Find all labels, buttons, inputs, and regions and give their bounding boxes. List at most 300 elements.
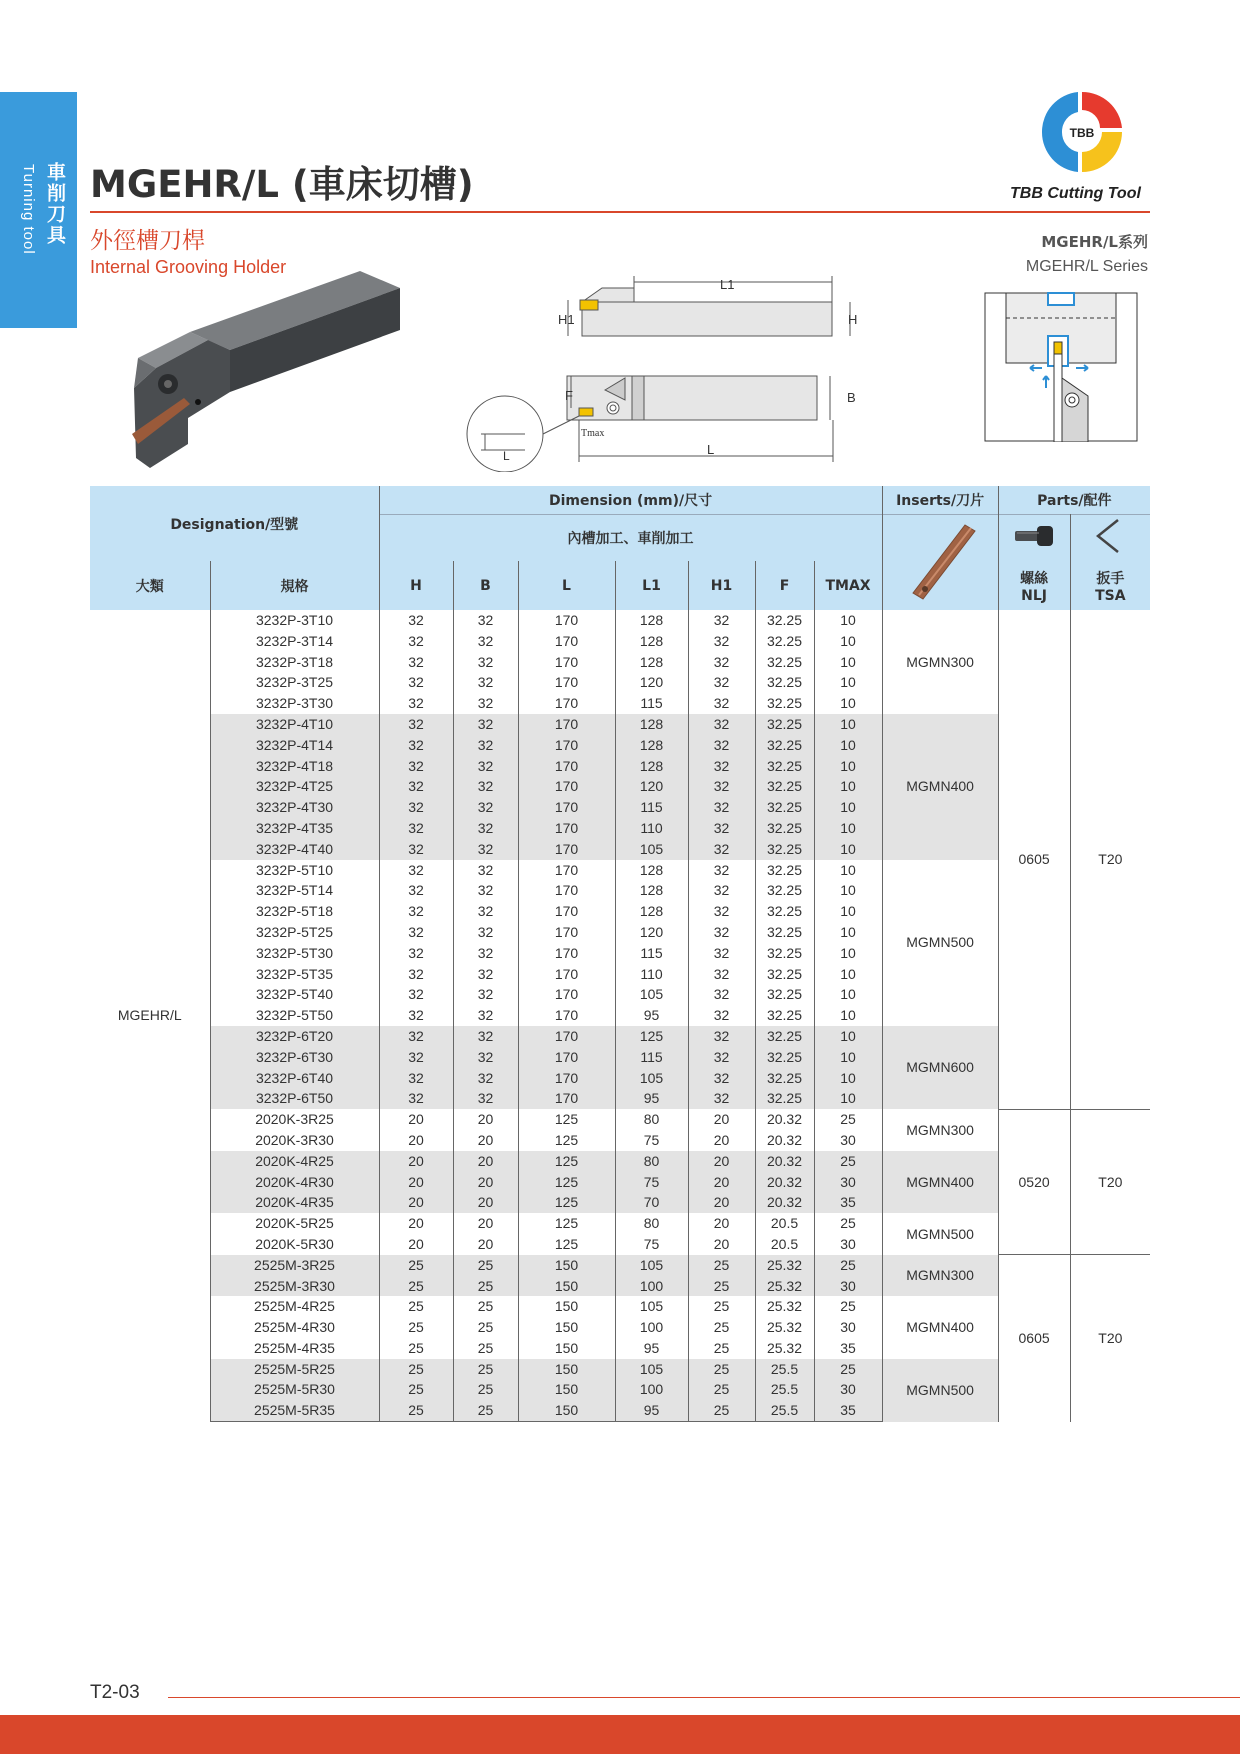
dimension-cell: 170: [518, 818, 615, 839]
dimension-cell: 25: [453, 1338, 518, 1359]
insert-cell: MGMN600: [882, 1026, 998, 1109]
spec-cell: 2525M-4R30: [210, 1317, 379, 1338]
spec-cell: 3232P-5T25: [210, 922, 379, 943]
table-row: [90, 1296, 1150, 1317]
dimension-cell: 32.25: [755, 735, 814, 756]
dimension-cell: 32: [379, 943, 453, 964]
dimension-cell: 32: [453, 943, 518, 964]
dimension-cell: 150: [518, 1338, 615, 1359]
dimension-cell: 125: [615, 1026, 688, 1047]
dimension-cell: 32: [453, 714, 518, 735]
dimension-cell: 10: [814, 1026, 882, 1047]
dimension-cell: 170: [518, 652, 615, 673]
dimension-cell: 32: [453, 1088, 518, 1109]
series-zh: MGEHR/L系列: [1041, 233, 1148, 251]
dimension-cell: 30: [814, 1172, 882, 1193]
dimension-cell: 10: [814, 610, 882, 631]
table-row: [90, 1255, 1150, 1276]
table-row: [90, 610, 1150, 631]
header-designation: Designation/型號: [90, 486, 379, 561]
header-col-F: F: [755, 561, 814, 610]
dimension-cell: 25: [379, 1296, 453, 1317]
spec-cell: 2525M-5R35: [210, 1400, 379, 1421]
dimension-cell: 32: [688, 797, 755, 818]
insert-icon: [895, 515, 985, 605]
dimension-cell: 110: [615, 818, 688, 839]
dimension-cell: 150: [518, 1276, 615, 1297]
dimension-cell: 95: [615, 1088, 688, 1109]
dimension-cell: 32: [688, 839, 755, 860]
dimension-cell: 32.25: [755, 964, 814, 985]
dimension-cell: 25.32: [755, 1296, 814, 1317]
dimension-cell: 32: [688, 943, 755, 964]
subtitle-en: Internal Grooving Holder: [90, 257, 287, 277]
dimension-cell: 25: [814, 1213, 882, 1234]
dimension-cell: 32: [688, 714, 755, 735]
dimension-cell: 20.32: [755, 1172, 814, 1193]
insert-image: [882, 514, 998, 610]
dimension-cell: 80: [615, 1151, 688, 1172]
dimension-cell: 32: [453, 1005, 518, 1026]
dimension-cell: 20: [379, 1151, 453, 1172]
dimension-cell: 32: [688, 735, 755, 756]
dimension-cell: 10: [814, 714, 882, 735]
dimension-cell: 105: [615, 1296, 688, 1317]
spec-cell: 2020K-4R25: [210, 1151, 379, 1172]
dimension-cell: 170: [518, 693, 615, 714]
dimension-cell: 32: [379, 984, 453, 1005]
header-screw-label: 螺絲: [1020, 570, 1049, 587]
dimension-cell: 20: [453, 1192, 518, 1213]
dimension-cell: 25: [379, 1359, 453, 1380]
spec-cell: 2020K-4R30: [210, 1172, 379, 1193]
dimension-cell: 170: [518, 943, 615, 964]
dimension-cell: 32: [453, 610, 518, 631]
header-dimension: Dimension (mm)/尺寸: [379, 486, 882, 514]
dimension-cell: 35: [814, 1192, 882, 1213]
spec-cell: 3232P-4T30: [210, 797, 379, 818]
side-tab-zh: 車削刀具: [44, 162, 66, 246]
spec-cell: 3232P-6T50: [210, 1088, 379, 1109]
dimension-cell: 25.32: [755, 1276, 814, 1297]
header-machining: 內槽加工、車削加工: [379, 514, 882, 561]
dimension-cell: 20: [453, 1234, 518, 1255]
wrench-cell: T20: [1070, 1255, 1150, 1422]
spec-cell: 3232P-4T10: [210, 714, 379, 735]
dimension-cell: 128: [615, 901, 688, 922]
dimension-cell: 32: [379, 1005, 453, 1026]
dimension-cell: 170: [518, 776, 615, 797]
dimension-cell: 150: [518, 1400, 615, 1421]
spec-cell: 3232P-3T18: [210, 652, 379, 673]
dimension-cell: 32: [688, 880, 755, 901]
dimension-cell: 115: [615, 1047, 688, 1068]
dimension-cell: 32: [688, 984, 755, 1005]
dimension-cell: 125: [518, 1213, 615, 1234]
dimension-cell: 170: [518, 839, 615, 860]
dimension-cell: 170: [518, 860, 615, 881]
spec-cell: 3232P-6T20: [210, 1026, 379, 1047]
dimension-cell: 128: [615, 860, 688, 881]
screw-cell: 0520: [998, 1109, 1070, 1255]
dimension-cell: 20: [379, 1130, 453, 1151]
dimension-cell: 35: [814, 1338, 882, 1359]
insert-cell: MGMN300: [882, 1255, 998, 1297]
dimension-cell: 25.5: [755, 1379, 814, 1400]
spec-cell: 3232P-4T25: [210, 776, 379, 797]
dimension-cell: 170: [518, 984, 615, 1005]
dimension-cell: 25.5: [755, 1359, 814, 1380]
dimension-cell: 32.25: [755, 922, 814, 943]
dimension-cell: 70: [615, 1192, 688, 1213]
spec-cell: 3232P-5T50: [210, 1005, 379, 1026]
dimension-cell: 32.25: [755, 880, 814, 901]
dimension-cell: 10: [814, 901, 882, 922]
table-row: [90, 714, 1150, 735]
header-category: 大類: [90, 561, 210, 610]
dimension-cell: 10: [814, 943, 882, 964]
dimension-cell: 32: [453, 984, 518, 1005]
dimension-cell: 25: [688, 1276, 755, 1297]
dimension-cell: 32: [453, 1047, 518, 1068]
dimension-cell: 32: [688, 860, 755, 881]
dimension-cell: 32: [379, 860, 453, 881]
dimension-cell: 30: [814, 1130, 882, 1151]
dimension-cell: 32: [379, 1026, 453, 1047]
dimension-cell: 32: [453, 756, 518, 777]
dimension-cell: 30: [814, 1379, 882, 1400]
dimension-cell: 32: [688, 610, 755, 631]
dimension-cell: 125: [518, 1234, 615, 1255]
dimension-cell: 32.25: [755, 1047, 814, 1068]
footer-bar: [0, 1715, 1240, 1754]
dimension-cell: 32.25: [755, 672, 814, 693]
dimension-cell: 32: [688, 631, 755, 652]
side-tab-en: Turning tool: [20, 164, 37, 255]
dimension-cell: 32.25: [755, 776, 814, 797]
dimension-cell: 32.25: [755, 1005, 814, 1026]
wrench-image: [1070, 514, 1150, 561]
dimension-cell: 32.25: [755, 714, 814, 735]
dimension-cell: 10: [814, 797, 882, 818]
dimension-cell: 32.25: [755, 901, 814, 922]
dimension-cell: 32.25: [755, 756, 814, 777]
dimension-cell: 25: [688, 1379, 755, 1400]
dimension-cell: 20: [688, 1130, 755, 1151]
dimension-cell: 125: [518, 1130, 615, 1151]
dimension-cell: 32: [379, 714, 453, 735]
dimension-cell: 32: [379, 839, 453, 860]
dimension-cell: 25: [688, 1317, 755, 1338]
dimension-cell: 25.32: [755, 1338, 814, 1359]
dimension-cell: 128: [615, 756, 688, 777]
dimension-cell: 170: [518, 901, 615, 922]
dimension-cell: 32: [688, 1068, 755, 1089]
dimension-cell: 25.32: [755, 1255, 814, 1276]
dimension-cell: 10: [814, 1005, 882, 1026]
dimension-cell: 32: [453, 735, 518, 756]
dimension-cell: 25: [453, 1276, 518, 1297]
dimension-cell: 32.25: [755, 984, 814, 1005]
dimension-cell: 30: [814, 1276, 882, 1297]
spec-table: [90, 486, 1150, 1422]
header-wrench-label: 扳手: [1096, 570, 1125, 587]
insert-cell: MGMN400: [882, 1296, 998, 1358]
dimension-cell: 32.25: [755, 652, 814, 673]
dimension-cell: 115: [615, 943, 688, 964]
dimension-cell: 32: [379, 880, 453, 901]
header-wrench: [1070, 561, 1150, 610]
dimension-cell: 25: [379, 1400, 453, 1421]
side-view-drawing: [550, 272, 860, 342]
header-screw-code: NLJ: [1021, 587, 1048, 604]
dimension-cell: 25: [688, 1338, 755, 1359]
dimension-cell: 120: [615, 776, 688, 797]
dimension-cell: 20: [688, 1234, 755, 1255]
dimension-cell: 128: [615, 610, 688, 631]
dimension-cell: 32: [453, 652, 518, 673]
dimension-cell: 150: [518, 1296, 615, 1317]
dimension-cell: 32: [379, 1047, 453, 1068]
dimension-cell: 80: [615, 1213, 688, 1234]
spec-cell: 3232P-5T18: [210, 901, 379, 922]
dimension-cell: 20: [688, 1109, 755, 1130]
dimension-cell: 25: [814, 1109, 882, 1130]
dim-L-label: L: [707, 442, 715, 457]
tool-holder-image: [128, 268, 408, 474]
dimension-cell: 32: [453, 693, 518, 714]
spec-cell: 2020K-5R25: [210, 1213, 379, 1234]
dimension-cell: 32: [688, 756, 755, 777]
header-col-L1: L1: [615, 561, 688, 610]
header-col-L: L: [518, 561, 615, 610]
dim-Tmax-label: Tmax: [581, 428, 605, 439]
dimension-cell: 32: [688, 818, 755, 839]
wrench-icon: [1090, 516, 1130, 556]
dimension-cell: 110: [615, 964, 688, 985]
dimension-cell: 32: [379, 776, 453, 797]
dimension-cell: 120: [615, 672, 688, 693]
dimension-cell: 128: [615, 714, 688, 735]
spec-cell: 3232P-5T14: [210, 880, 379, 901]
dimension-cell: 20.32: [755, 1192, 814, 1213]
category-cell: MGEHR/L: [90, 610, 210, 1422]
dimension-cell: 20: [453, 1109, 518, 1130]
dimension-cell: 125: [518, 1172, 615, 1193]
dimension-cell: 95: [615, 1338, 688, 1359]
dimension-cell: 170: [518, 1005, 615, 1026]
dimension-cell: 32: [453, 880, 518, 901]
dimension-cell: 170: [518, 1026, 615, 1047]
dimension-cell: 32: [379, 922, 453, 943]
dimension-cell: 32.25: [755, 943, 814, 964]
dimension-cell: 10: [814, 652, 882, 673]
insert-cell: MGMN500: [882, 1213, 998, 1255]
dimension-cell: 32.25: [755, 1026, 814, 1047]
spec-cell: 2525M-4R25: [210, 1296, 379, 1317]
dimension-cell: 25: [688, 1359, 755, 1380]
dimension-cell: 20.5: [755, 1213, 814, 1234]
dimension-cell: 25: [453, 1359, 518, 1380]
dimension-cell: 170: [518, 1068, 615, 1089]
dimension-cell: 32: [688, 776, 755, 797]
dimension-cell: 32: [453, 1068, 518, 1089]
insert-cell: MGMN500: [882, 860, 998, 1026]
header-screw: [998, 561, 1070, 610]
dimension-cell: 20: [379, 1192, 453, 1213]
dimension-cell: 25: [379, 1255, 453, 1276]
tbb-logo-icon: [1038, 88, 1126, 176]
dimension-cell: 32.25: [755, 1088, 814, 1109]
dimension-cell: 20: [379, 1213, 453, 1234]
dimension-cell: 32: [379, 652, 453, 673]
dimension-cell: 32: [688, 1026, 755, 1047]
dimension-cell: 75: [615, 1172, 688, 1193]
application-schematic: [984, 292, 1139, 442]
dimension-cell: 32: [379, 964, 453, 985]
spec-cell: 3232P-5T35: [210, 964, 379, 985]
dimension-cell: 32: [379, 631, 453, 652]
spec-cell: 2525M-3R30: [210, 1276, 379, 1297]
insert-cell: MGMN500: [882, 1359, 998, 1422]
dim-F-label: F: [565, 388, 573, 403]
dimension-cell: 10: [814, 1088, 882, 1109]
dimension-cell: 32.25: [755, 797, 814, 818]
dimension-cell: 75: [615, 1234, 688, 1255]
dimension-cell: 20.32: [755, 1109, 814, 1130]
dimension-cell: 10: [814, 984, 882, 1005]
spec-cell: 3232P-4T18: [210, 756, 379, 777]
dimension-cell: 25: [379, 1379, 453, 1400]
dimension-cell: 10: [814, 1068, 882, 1089]
dimension-cell: 128: [615, 735, 688, 756]
dimension-cell: 25: [814, 1296, 882, 1317]
screw-icon: [1011, 521, 1057, 551]
dimension-cell: 125: [518, 1151, 615, 1172]
dimension-cell: 20: [379, 1109, 453, 1130]
header-col-TMAX: TMAX: [814, 561, 882, 610]
dimension-cell: 20.32: [755, 1151, 814, 1172]
dimension-cell: 25.32: [755, 1317, 814, 1338]
dimension-cell: 170: [518, 756, 615, 777]
dimension-cell: 25: [453, 1379, 518, 1400]
dimension-cell: 115: [615, 693, 688, 714]
dimension-cell: 10: [814, 860, 882, 881]
dimension-cell: 32.25: [755, 610, 814, 631]
dimension-cell: 32: [379, 1068, 453, 1089]
dimension-cell: 105: [615, 1359, 688, 1380]
dimension-cell: 150: [518, 1379, 615, 1400]
top-view-drawing: [465, 372, 865, 472]
spec-cell: 3232P-6T40: [210, 1068, 379, 1089]
dimension-cell: 32: [688, 693, 755, 714]
series-en: MGEHR/L Series: [1025, 258, 1148, 275]
dimension-cell: 32: [453, 901, 518, 922]
spec-cell: 2525M-4R35: [210, 1338, 379, 1359]
spec-cell: 2525M-5R30: [210, 1379, 379, 1400]
dimension-cell: 32: [453, 860, 518, 881]
dimension-cell: 32: [688, 901, 755, 922]
dimension-cell: 170: [518, 1047, 615, 1068]
table-row: [90, 1109, 1150, 1130]
dimension-cell: 10: [814, 818, 882, 839]
table-row: [90, 1026, 1150, 1047]
dimension-cell: 32: [453, 797, 518, 818]
dimension-cell: 32: [688, 922, 755, 943]
table-row: [90, 1151, 1150, 1172]
dimension-cell: 20: [688, 1172, 755, 1193]
dimension-cell: 25: [453, 1400, 518, 1421]
dimension-cell: 10: [814, 735, 882, 756]
dimension-cell: 25: [688, 1296, 755, 1317]
dimension-cell: 100: [615, 1379, 688, 1400]
screw-cell: 0605: [998, 610, 1070, 1109]
dimension-cell: 10: [814, 1047, 882, 1068]
dimension-cell: 32: [379, 818, 453, 839]
dimension-cell: 170: [518, 631, 615, 652]
spec-cell: 3232P-6T30: [210, 1047, 379, 1068]
dimension-cell: 32: [379, 693, 453, 714]
spec-cell: 2525M-5R25: [210, 1359, 379, 1380]
dimension-cell: 32: [379, 901, 453, 922]
dimension-cell: 170: [518, 610, 615, 631]
dimension-cell: 25: [814, 1359, 882, 1380]
dim-H-label: H: [848, 312, 858, 327]
dimension-cell: 32: [453, 1026, 518, 1047]
dimension-cell: 10: [814, 922, 882, 943]
spec-cell: 3232P-3T30: [210, 693, 379, 714]
dimension-cell: 32.25: [755, 818, 814, 839]
spec-table-body: [90, 610, 1150, 1422]
wrench-cell: T20: [1070, 610, 1150, 1109]
dimension-cell: 105: [615, 1068, 688, 1089]
dimension-cell: 32: [453, 964, 518, 985]
dim-B-label: B: [847, 390, 856, 405]
insert-cell: MGMN400: [882, 1151, 998, 1213]
dimension-cell: 32: [379, 797, 453, 818]
detail-L-label: L: [503, 449, 510, 463]
dimension-cell: 150: [518, 1317, 615, 1338]
dimension-cell: 25: [688, 1400, 755, 1421]
dimension-cell: 95: [615, 1400, 688, 1421]
table-row: [90, 860, 1150, 881]
dimension-cell: 170: [518, 880, 615, 901]
table-row: [90, 1213, 1150, 1234]
dimension-cell: 105: [615, 984, 688, 1005]
header-spec: 規格: [210, 561, 379, 610]
dimension-cell: 128: [615, 631, 688, 652]
header-inserts: Inserts/刀片: [882, 486, 998, 514]
dimension-cell: 32: [453, 839, 518, 860]
dimension-cell: 32: [379, 756, 453, 777]
dimension-cell: 25.5: [755, 1400, 814, 1421]
dimension-cell: 20.32: [755, 1130, 814, 1151]
dimension-cell: 25: [379, 1317, 453, 1338]
dim-H1-label: H1: [558, 312, 575, 327]
header-wrench-code: TSA: [1095, 587, 1126, 604]
dimension-cell: 25: [453, 1317, 518, 1338]
spec-cell: 3232P-3T25: [210, 672, 379, 693]
dimension-cell: 95: [615, 1005, 688, 1026]
dimension-cell: 20: [453, 1130, 518, 1151]
dimension-cell: 25: [453, 1296, 518, 1317]
header-col-H1: H1: [688, 561, 755, 610]
spec-cell: 3232P-5T10: [210, 860, 379, 881]
insert-cell: MGMN300: [882, 610, 998, 714]
dimension-cell: 32: [688, 1088, 755, 1109]
dimension-cell: 25: [814, 1255, 882, 1276]
dimension-cell: 120: [615, 922, 688, 943]
